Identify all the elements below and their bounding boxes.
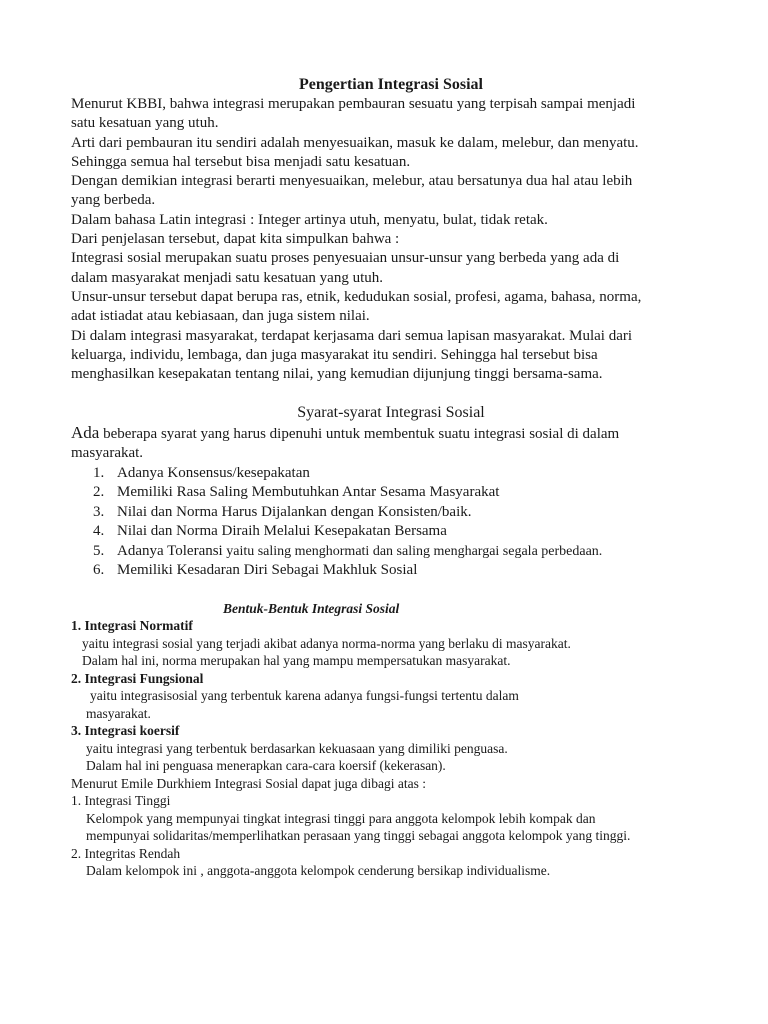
body-line: keluarga, individu, lembaga, dan juga masyarakat itu sendiri. Sehingga hal tersebut bisa (71, 346, 598, 363)
list-item (93, 483, 711, 503)
body-line: Integrasi sosial merupakan suatu proses penyesuaian unsur-unsur yang berbeda yang ada di (71, 250, 620, 267)
list-text: Memiliki Rasa Saling Membutuhkan Antar Sesama Masyarakat (117, 484, 500, 501)
intro-paragraph-line2: masyarakat. (71, 445, 144, 462)
list-text: Nilai dan Norma Harus Dijalankan dengan Konsisten/baik. (117, 503, 472, 520)
list-number: 4. (93, 523, 105, 540)
body-line: satu kesatuan yang utuh. (71, 115, 219, 132)
list-item (93, 464, 711, 484)
body-line: yaitu integrasisosial yang terbentuk karena adanya fungsi-fungsi tertentu dalam (90, 688, 519, 703)
list-number: 2. (93, 484, 105, 501)
body-line: yaitu integrasi yang terbentuk berdasarkan kekuasaan yang dimiliki penguasa. (86, 740, 508, 756)
subheading-koersif: 3. Integrasi koersif (71, 723, 180, 738)
list-text-rest: yaitu saling menghormati dan saling menghargai segala perbedaan. (222, 543, 603, 559)
body-line: Di dalam integrasi masyarakat, terdapat kerjasama dari semua lapisan masyarakat. Mulai dari (71, 327, 633, 344)
list-number: 5. (93, 542, 105, 559)
body-line: yang berbeda. (71, 192, 156, 209)
body-line: Arti dari pembauran itu sendiri adalah menyesuaikan, masuk ke dalam, melebur, dan menyatu. (71, 134, 639, 151)
body-line: Dalam bahasa Latin integrasi : Integer artinya utuh, menyatu, bulat, tidak retak. (71, 211, 548, 228)
subheading-fungsional: 2. Integrasi Fungsional (71, 670, 204, 686)
section-bentuk (71, 600, 731, 880)
body-line: Dari penjelasan tersebut, dapat kita simpulkan bahwa : (71, 231, 400, 248)
list-item (93, 542, 711, 562)
subheading-rendah: 2. Integritas Rendah (71, 845, 181, 861)
subheading-tinggi: 1. Integrasi Tinggi (71, 793, 171, 808)
list-number: 3. (93, 503, 105, 520)
list-text: Memiliki Kesadaran Diri Sebagai Makhluk Sosial (117, 562, 418, 579)
list-text: Adanya Toleransi (117, 542, 223, 559)
body-line: Unsur-unsur tersebut dapat berupa ras, etnik, kedudukan sosial, profesi, agama, bahasa, norma, (71, 288, 642, 305)
syarat-list (71, 464, 711, 581)
body-line: mempunyai solidaritas/memperlihatkan perasaan yang tinggi sebagai anggota kelompok yang tinggi. (86, 828, 631, 843)
list-number: 6. (93, 562, 105, 579)
intro-paragraph (71, 423, 711, 444)
body-line: Dengan demikian integrasi berarti menyesuaikan, melebur, atau bersatunya dua hal atau lebih (71, 173, 633, 190)
list-item (93, 522, 711, 542)
list-text: Adanya Konsensus/kesepakatan (117, 464, 310, 481)
body-line: Kelompok yang mempunyai tingkat integrasi tinggi para anggota kelompok lebih kompak dan (86, 810, 596, 826)
list-item (93, 503, 711, 523)
body-line: masyarakat. (86, 705, 151, 721)
body-line: Sehingga semua hal tersebut bisa menjadi satu kesatuan. (71, 153, 411, 170)
body-line: Dalam kelompok ini , anggota-anggota kelompok cenderung bersikap individualisme. (86, 863, 551, 878)
body-line: Menurut KBBI, bahwa integrasi merupakan pembauran sesuatu yang terpisah sampai menjadi (71, 96, 636, 112)
subheading-normatif: 1. Integrasi Normatif (71, 618, 193, 633)
section-syarat (71, 403, 711, 581)
body-line: adat istiadat atau kebiasaan, dan juga sistem nilai. (71, 308, 370, 325)
section-title: Syarat-syarat Integrasi Sosial (297, 404, 485, 421)
section-title: Bentuk-Bentuk Integrasi Sosial (223, 601, 400, 616)
body-line: Dalam hal ini, norma merupakan hal yang mampu mempersatukan masyarakat. (82, 653, 511, 668)
body-line: dalam masyarakat menjadi satu kesatuan yang utuh. (71, 269, 383, 286)
intro-text: beberapa syarat yang harus dipenuhi untuk membentuk suatu integrasi sosial di dalam (99, 426, 620, 442)
list-number: 1. (93, 464, 105, 481)
section-body (71, 95, 711, 384)
list-item (93, 561, 711, 581)
body-line: yaitu integrasi sosial yang terjadi akibat adanya norma-norma yang berlaku di masyarakat. (82, 635, 571, 651)
list-text: Nilai dan Norma Diraih Melalui Kesepakatan Bersama (117, 523, 447, 540)
section-title: Pengertian Integrasi Sosial (299, 76, 483, 93)
body-line: Dalam hal ini penguasa menerapkan cara-cara koersif (kekerasan). (86, 758, 446, 773)
body-line: menghasilkan kesepakatan tentang nilai, yang kemudian dijunjung tinggi bersama-sama. (71, 366, 603, 383)
section-pengertian (71, 75, 711, 384)
body-line: Menurut Emile Durkhiem Integrasi Sosial dapat juga dibagi atas : (71, 775, 427, 791)
intro-lead: Ada (71, 423, 100, 442)
